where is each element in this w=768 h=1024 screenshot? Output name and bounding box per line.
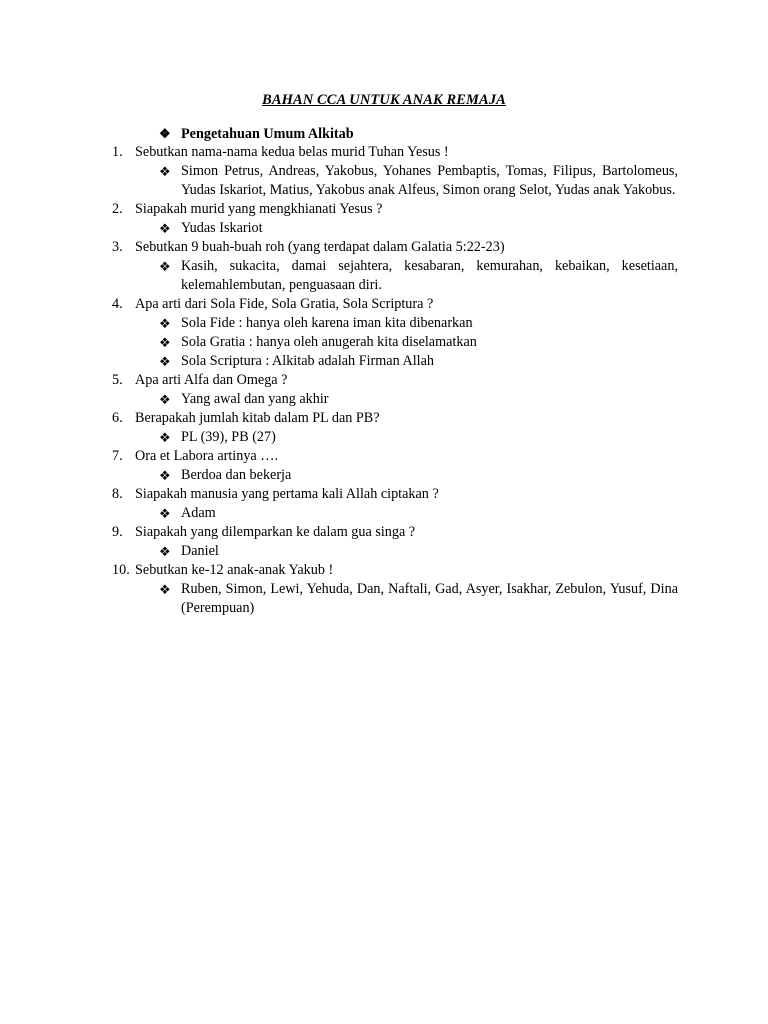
answer-text: Ruben, Simon, Lewi, Yehuda, Dan, Naftali, Gad, Asyer, Isakhar, Zebulon, Yusuf, Dina (Perempuan) <box>181 581 678 616</box>
question-text: Siapakah yang dilemparkan ke dalam gua singa ? <box>135 524 416 540</box>
question-text: Apa arti Alfa dan Omega ? <box>135 372 288 388</box>
answer-item <box>112 333 678 352</box>
question-text: Ora et Labora artinya …. <box>135 448 278 464</box>
answer-text: Kasih, sukacita, damai sejahtera, kesabaran, kemurahan, kebaikan, kesetiaan, kelemahlembutan, penguasaan diri. <box>181 258 678 293</box>
question-number: 3. <box>112 239 123 255</box>
answer-text: Yang awal dan yang akhir <box>181 391 329 407</box>
question-item <box>112 485 678 504</box>
answer-item <box>112 580 678 618</box>
diamond-bullet-icon: ❖ <box>159 335 171 350</box>
answer-text: Yudas Iskariot <box>181 220 263 236</box>
question-item <box>112 238 678 257</box>
diamond-bullet-icon: ❖ <box>159 544 171 559</box>
question-item <box>112 143 678 162</box>
answer-text: Sola Gratia : hanya oleh anugerah kita diselamatkan <box>181 334 477 350</box>
diamond-bullet-icon: ❖ <box>159 506 171 521</box>
question-item <box>112 447 678 466</box>
question-number: 2. <box>112 201 123 217</box>
question-number: 9. <box>112 524 123 540</box>
question-number: 6. <box>112 410 123 426</box>
section-heading-text: Pengetahuan Umum Alkitab <box>181 126 354 142</box>
question-item <box>112 200 678 219</box>
diamond-bullet-icon: ❖ <box>159 430 171 445</box>
question-text: Sebutkan 9 buah-buah roh (yang terdapat dalam Galatia 5:22-23) <box>135 239 505 255</box>
answer-item <box>112 542 678 561</box>
answer-item <box>112 219 678 238</box>
diamond-bullet-icon: ❖ <box>159 126 171 141</box>
question-item <box>112 561 678 580</box>
question-item <box>112 295 678 314</box>
answer-text: Sola Scriptura : Alkitab adalah Firman Allah <box>181 353 434 369</box>
answer-item <box>112 162 678 200</box>
answer-text: Daniel <box>181 543 219 559</box>
document-title: BAHAN CCA UNTUK ANAK REMAJA <box>262 92 506 108</box>
diamond-bullet-icon: ❖ <box>159 164 171 179</box>
answer-text: Sola Fide : hanya oleh karena iman kita dibenarkan <box>181 315 473 331</box>
diamond-bullet-icon: ❖ <box>159 354 171 369</box>
answer-text: Adam <box>181 505 216 521</box>
diamond-bullet-icon: ❖ <box>159 259 171 274</box>
question-number: 10. <box>112 562 130 578</box>
question-text: Siapakah murid yang mengkhianati Yesus ? <box>135 201 383 217</box>
question-text: Sebutkan ke-12 anak-anak Yakub ! <box>135 562 334 578</box>
answer-text: Simon Petrus, Andreas, Yakobus, Yohanes Pembaptis, Tomas, Filipus, Bartolomeus, Yudas Iskariot, Matius, Yakobus anak Alfeus, Simon orang Selot, Yudas anak Yakobus. <box>181 163 678 198</box>
question-number: 1. <box>112 144 123 160</box>
question-text: Sebutkan nama-nama kedua belas murid Tuhan Yesus ! <box>135 144 449 160</box>
answer-text: Berdoa dan bekerja <box>181 467 292 483</box>
question-number: 5. <box>112 372 123 388</box>
diamond-bullet-icon: ❖ <box>159 316 171 331</box>
answer-item <box>112 390 678 409</box>
answer-item <box>112 257 678 295</box>
answer-item <box>112 352 678 371</box>
answer-text: PL (39), PB (27) <box>181 429 276 445</box>
diamond-bullet-icon: ❖ <box>159 582 171 597</box>
answer-item <box>112 504 678 523</box>
diamond-bullet-icon: ❖ <box>159 392 171 407</box>
question-list <box>112 143 678 618</box>
diamond-bullet-icon: ❖ <box>159 468 171 483</box>
question-text: Siapakah manusia yang pertama kali Allah ciptakan ? <box>135 486 439 502</box>
question-item <box>112 409 678 428</box>
question-number: 8. <box>112 486 123 502</box>
diamond-bullet-icon: ❖ <box>159 221 171 236</box>
answer-item <box>112 314 678 333</box>
question-number: 4. <box>112 296 123 312</box>
question-text: Berapakah jumlah kitab dalam PL dan PB? <box>135 410 380 426</box>
question-item <box>112 371 678 390</box>
question-number: 7. <box>112 448 123 464</box>
section-heading <box>159 124 354 144</box>
question-item <box>112 523 678 542</box>
answer-item <box>112 428 678 447</box>
question-text: Apa arti dari Sola Fide, Sola Gratia, Sola Scriptura ? <box>135 296 434 312</box>
answer-item <box>112 466 678 485</box>
